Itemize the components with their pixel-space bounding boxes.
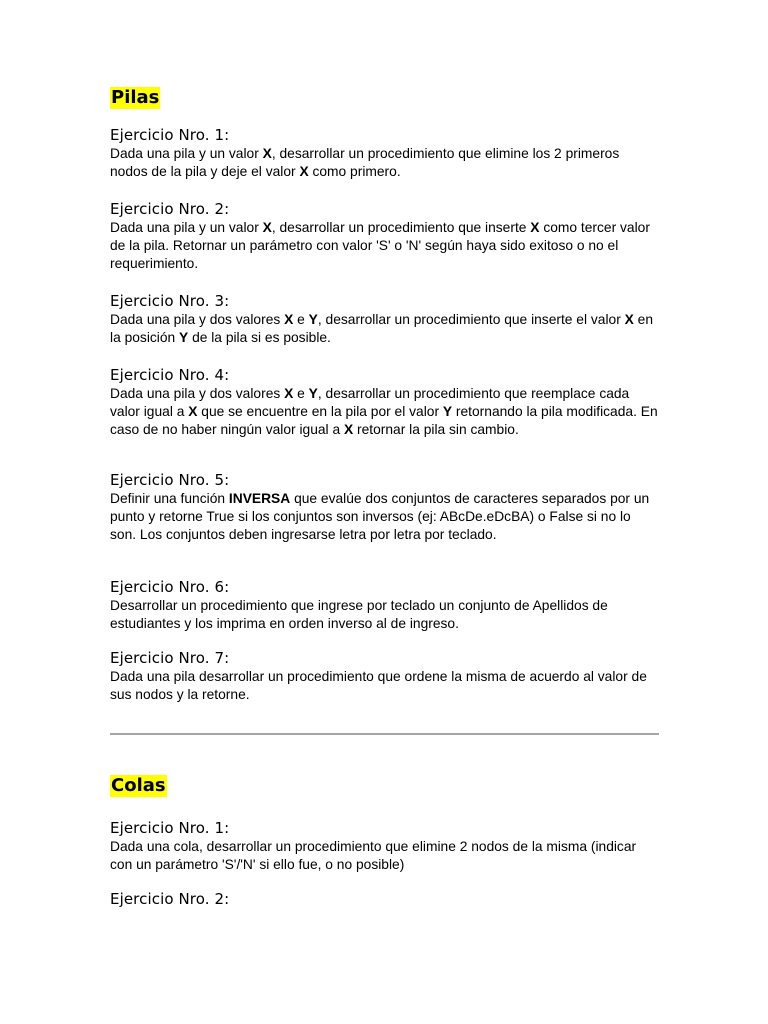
exercise-colas-2 (110, 890, 660, 909)
exercise-pilas-1 (110, 126, 660, 181)
exercise-heading: Ejercicio Nro. 6: (110, 578, 230, 596)
exercise-text: Definir una función INVERSA que evalúe dos conjuntos de caracteres separados por un punto y retorne True si los conjuntos son inversos (ej: ABcDe.eDcBA) o False si no lo son. Los conjuntos deben ingresarse letra por letra por teclado. (110, 491, 650, 542)
exercise-pilas-6 (110, 578, 660, 633)
exercise-text: Dada una pila y dos valores X e Y, desarrollar un procedimiento que inserte el valor X en la posición Y de la pila si es posible. (110, 312, 654, 345)
exercise-heading: Ejercicio Nro. 5: (110, 471, 230, 489)
exercise-text: Desarrollar un procedimiento que ingrese por teclado un conjunto de Apellidos de estudiantes y los imprima en orden inverso al de ingreso. (110, 598, 608, 631)
exercise-heading: Ejercicio Nro. 3: (110, 292, 230, 310)
exercise-text: Dada una pila desarrollar un procedimiento que ordene la misma de acuerdo al valor de sus nodos y la retorne. (110, 669, 647, 702)
section-divider (110, 733, 659, 735)
exercise-pilas-4 (110, 366, 660, 439)
exercise-text: Dada una pila y un valor X, desarrollar un procedimiento que inserte X como tercer valor de la pila. Retornar un parámetro con valor 'S' o 'N' según haya sido exitoso o no el requerimiento. (110, 220, 650, 271)
exercise-heading: Ejercicio Nro. 7: (110, 649, 230, 667)
exercise-heading: Ejercicio Nro. 1: (110, 126, 230, 144)
exercise-heading: Ejercicio Nro. 2: (110, 200, 230, 218)
exercise-text: Dada una cola, desarrollar un procedimiento que elimine 2 nodos de la misma (indicar con un parámetro 'S'/'N' si ello fue, o no posible) (110, 839, 637, 872)
exercise-heading: Ejercicio Nro. 4: (110, 366, 230, 384)
exercise-pilas-2 (110, 200, 660, 273)
exercise-heading: Ejercicio Nro. 2: (110, 890, 230, 908)
exercise-pilas-7 (110, 649, 660, 704)
exercise-text: Dada una pila y un valor X, desarrollar un procedimiento que elimine los 2 primeros nodos de la pila y deje el valor X como primero. (110, 146, 620, 179)
exercise-pilas-3 (110, 292, 660, 347)
section-title-colas: Colas (111, 775, 166, 796)
exercise-text: Dada una pila y dos valores X e Y, desarrollar un procedimiento que reemplace cada valor igual a X que se encuentre en la pila por el valor Y retornando la pila modificada. En caso de no haber ningún valor igual a X retornar la pila sin cambio. (110, 386, 658, 437)
section-title-pilas: Pilas (111, 87, 160, 108)
exercise-heading: Ejercicio Nro. 1: (110, 819, 230, 837)
exercise-colas-1 (110, 819, 660, 874)
exercise-pilas-5 (110, 471, 660, 544)
